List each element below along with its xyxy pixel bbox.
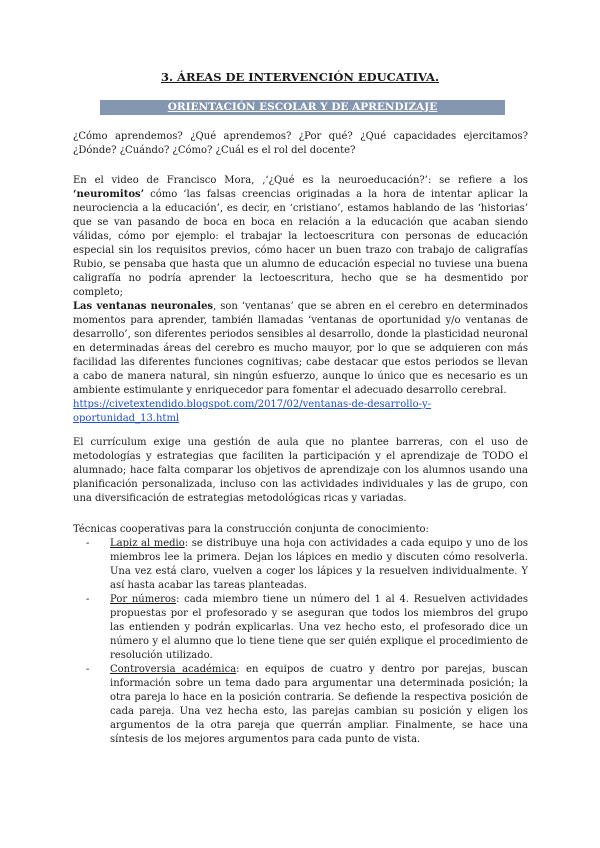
- keyword-neuromitos: ‘neuromitos’: [73, 189, 145, 200]
- questions-text: ¿Cómo aprendemos? ¿Qué aprendemos? ¿Por qué? ¿Qué capacidades ejercitamos? ¿Dónde? ¿Cuándo? ¿Cómo? ¿Cuál es el rol del docente?: [73, 131, 528, 156]
- list-item: [86, 593, 528, 663]
- technique-description: : en equipos de cuatro y dentro por parejas, buscan información sobre un tema dado para argumentar una determinada posición; la otra pareja lo hace en la posición contraria. Se defiende la respectiva posición de cada pareja. Una vez hecha esto, las parejas cambian su posición y eligen los argumentos de la otra pareja que querrán ampliar. Finalmente, se hace una síntesis de los mejores argumentos para cada punto de vista.: [110, 664, 528, 745]
- techniques-intro-text: Técnicas cooperativas para la construcción conjunta de conocimiento:: [73, 524, 429, 535]
- neuroeducation-paragraph: [73, 174, 528, 426]
- section-banner: ORIENTACIÓN ESCOLAR Y DE APRENDIZAJE: [100, 100, 505, 115]
- list-dash: -: [86, 664, 90, 675]
- technique-name: Por números: [110, 594, 177, 605]
- techniques-intro: [73, 523, 528, 537]
- list-dash: -: [86, 594, 90, 605]
- technique-name: Controversia académica: [110, 664, 237, 675]
- list-item: [86, 663, 528, 747]
- ventanas-text: , son ‘ventanas’ que se abren en el cerebro en determinados momentos para aprender, también llamadas ‘ventanas de oportunidad y/o ventanas de desarrollo’, son diferentes periodos sensibles al desarrollo, donde la plasticidad neuronal en determinadas áreas del cerebro es mucho mauyor, por lo que se adquieren con más facilidad las diferentes funciones cognitivas; cabe destacar que estos periodos se llevan a cabo de manera natural, sin ningún esfuerzo, aunque lo único que es necesario es un ambiente estimulante y enriquecedor para fomentar el adecuado desarrollo cerebral.: [73, 301, 528, 396]
- intro-text: En el video de Francisco Mora, ,‘¿Qué es la neuroeducación?’: se refiere a los: [73, 175, 528, 186]
- curriculum-paragraph: [73, 436, 528, 506]
- guiding-questions: [73, 130, 528, 158]
- keyword-ventanas: Las ventanas neuronales: [73, 301, 214, 312]
- reference-link[interactable]: https://civetextendido.blogspot.com/2017/02/ventanas-de-desarrollo-y-oportunidad_13.html: [73, 399, 432, 424]
- curriculum-text: El currículum exige una gestión de aula que no plantee barreras, con el uso de metodologías y estrategias que faciliten la participación y el aprendizaje de TODO el alumnado; hace falta comparar los objetivos de aprendizaje con los alumnos usando una planificación personalizada, incluso con las actividades individuales y las de grupo, con una diversificación de estrategias metodológicas ricas y variadas.: [73, 437, 528, 504]
- neuromitos-text: cómo ‘las falsas creencias originadas a la hora de intentar aplicar la neurociencia a la educación’, es decir, en ‘cristiano’, estamos hablando de las ‘historias’ que se van pasando de boca en boca en relación a la educación que acaban siendo válidas, cómo por ejemplo: el trabajar la lectoescritura con personas de educación especial sin los requisitos previos, cómo hacer un buen trazo con trabajo de caligrafías Rubio, se pensaba que hasta que un alumno de educación especial no tuviese una buena caligrafía no podría aprender la lectoescritura, hecho que se ha desmentido por completo;: [73, 189, 528, 298]
- paragraph-neuromitos: [73, 174, 528, 300]
- list-dash: -: [86, 538, 90, 549]
- section-heading: 3. ÁREAS DE INTERVENCIÓN EDUCATIVA.: [161, 70, 439, 84]
- technique-description: : se distribuye una hoja con actividades a cada equipo y uno de los miembros lee la primera. Dejan los lápices en medio y discuten cómo resolverla. Una vez está claro, vuelven a coger los lápices y la resuelven individualmente. Y así hasta acabar las tareas planteadas.: [110, 538, 528, 591]
- technique-name: Lapiz al medio: [110, 538, 185, 549]
- technique-description: : cada miembro tiene un número del 1 al 4. Resuelven actividades propuestas por el profesorado y se aseguran que todos los miembros del grupo las entienden y podrán explicarlas. Una vez hecho esto, el profesorado dice un número y el alumno que lo tiene tiene que ser quién explique el procedimiento de resolución utilizado.: [110, 594, 528, 661]
- reference-link-line: [73, 398, 528, 426]
- paragraph-ventanas: [73, 300, 528, 398]
- techniques-list: [86, 537, 528, 747]
- list-item: [86, 537, 528, 593]
